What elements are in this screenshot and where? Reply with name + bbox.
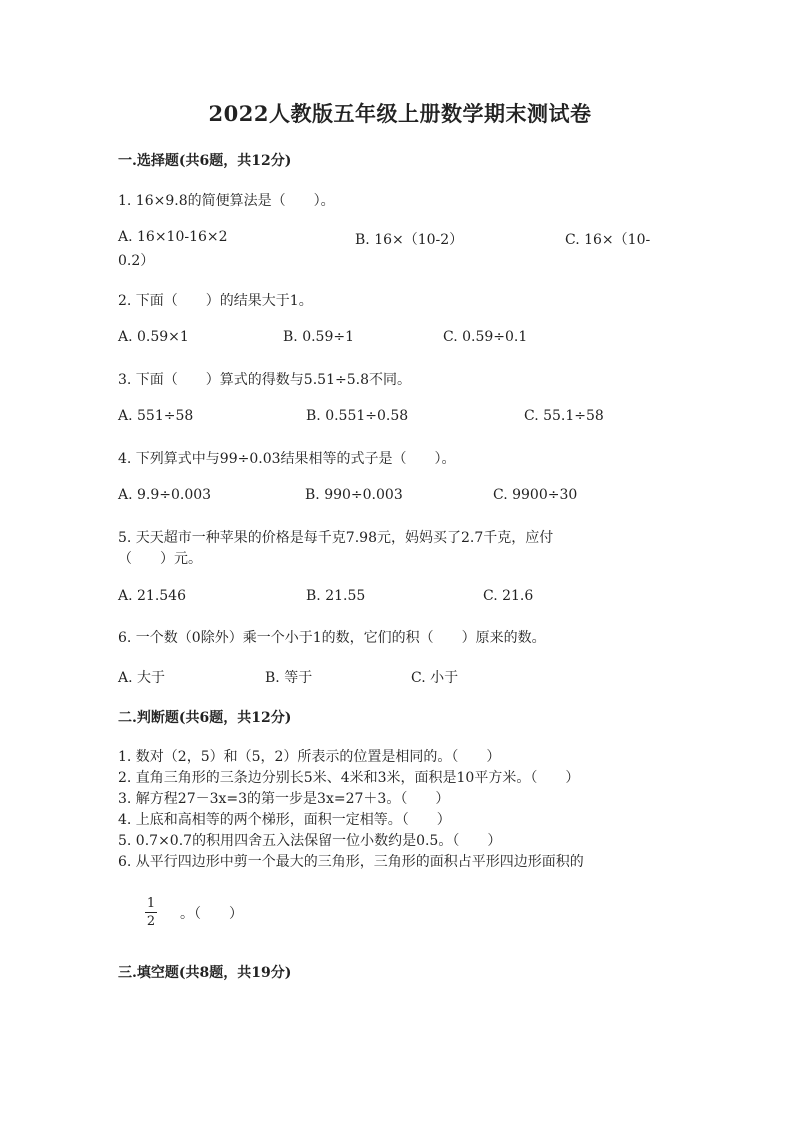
question-2: 2. 下面（ ）的结果大于1。 [118, 293, 313, 309]
question-6: 6. 一个数（0除外）乘一个小于1的数，它们的积（ ）原来的数。 [118, 630, 546, 646]
fraction-one-half [145, 896, 157, 929]
option-c: C. 21.6 [483, 588, 534, 604]
judge-item-6-answer-blank: 。（ ） [180, 906, 243, 922]
question-4: 4. 下列算式中与99÷0.03结果相等的式子是（ ）。 [118, 451, 456, 467]
fraction-denominator: 2 [146, 914, 156, 929]
option-c: C. 55.1÷58 [524, 408, 604, 424]
judge-item-4: 4. 上底和高相等的两个梯形，面积一定相等。（ ） [118, 812, 451, 828]
option-b: B. 0.551÷0.58 [306, 408, 409, 424]
option-b: B. 0.59÷1 [283, 329, 354, 345]
option-b: B. 等于 [265, 670, 313, 686]
option-c-continued: 0.2） [118, 253, 155, 269]
judge-item-2: 2. 直角三角形的三条边分别长5米、4米和3米，面积是10平方米。（ ） [118, 770, 580, 786]
judge-item-1: 1. 数对（2，5）和（5，2）所表示的位置是相同的。（ ） [118, 749, 501, 765]
option-a: A. 大于 [118, 670, 166, 686]
section-heading-judge: 二.判断题(共6题，共12分) [118, 710, 292, 726]
option-b: B. 21.55 [306, 588, 366, 604]
question-5-continued: （ ）元。 [118, 551, 202, 567]
option-c: C. 9900÷30 [493, 487, 578, 503]
option-a: A. 551÷58 [118, 408, 194, 424]
option-a: A. 9.9÷0.003 [118, 487, 212, 503]
judge-item-5: 5. 0.7×0.7的积用四舍五入法保留一位小数约是0.5。（ ） [118, 833, 502, 849]
section-heading-fill: 三.填空题(共8题，共19分) [118, 965, 292, 981]
judge-item-6: 6. 从平行四边形中剪一个最大的三角形，三角形的面积占平形四边形面积的 [118, 854, 584, 870]
option-c: C. 0.59÷0.1 [443, 329, 528, 345]
fraction-bar [145, 912, 157, 913]
page-title: 2022人教版五年级上册数学期末测试卷 [208, 101, 592, 126]
option-a: A. 21.546 [118, 588, 186, 604]
option-a: A. 16×10-16×2 [118, 229, 228, 245]
judge-item-3: 3. 解方程27－3x=3的第一步是3x=27＋3。（ ） [118, 791, 450, 807]
option-b: B. 16×（10-2） [355, 232, 464, 248]
question-1: 1. 16×9.8的简便算法是（ ）。 [118, 193, 335, 209]
option-a: A. 0.59×1 [118, 329, 189, 345]
option-c: C. 小于 [411, 670, 459, 686]
fraction-numerator: 1 [146, 896, 156, 911]
question-5: 5. 天天超市一种苹果的价格是每千克7.98元，妈妈买了2.7千克，应付 [118, 530, 554, 546]
question-3: 3. 下面（ ）算式的得数与5.51÷5.8不同。 [118, 372, 411, 388]
section-heading-choice: 一.选择题(共6题，共12分) [118, 153, 292, 169]
option-c: C. 16×（10- [565, 232, 651, 248]
option-b: B. 990÷0.003 [305, 487, 403, 503]
